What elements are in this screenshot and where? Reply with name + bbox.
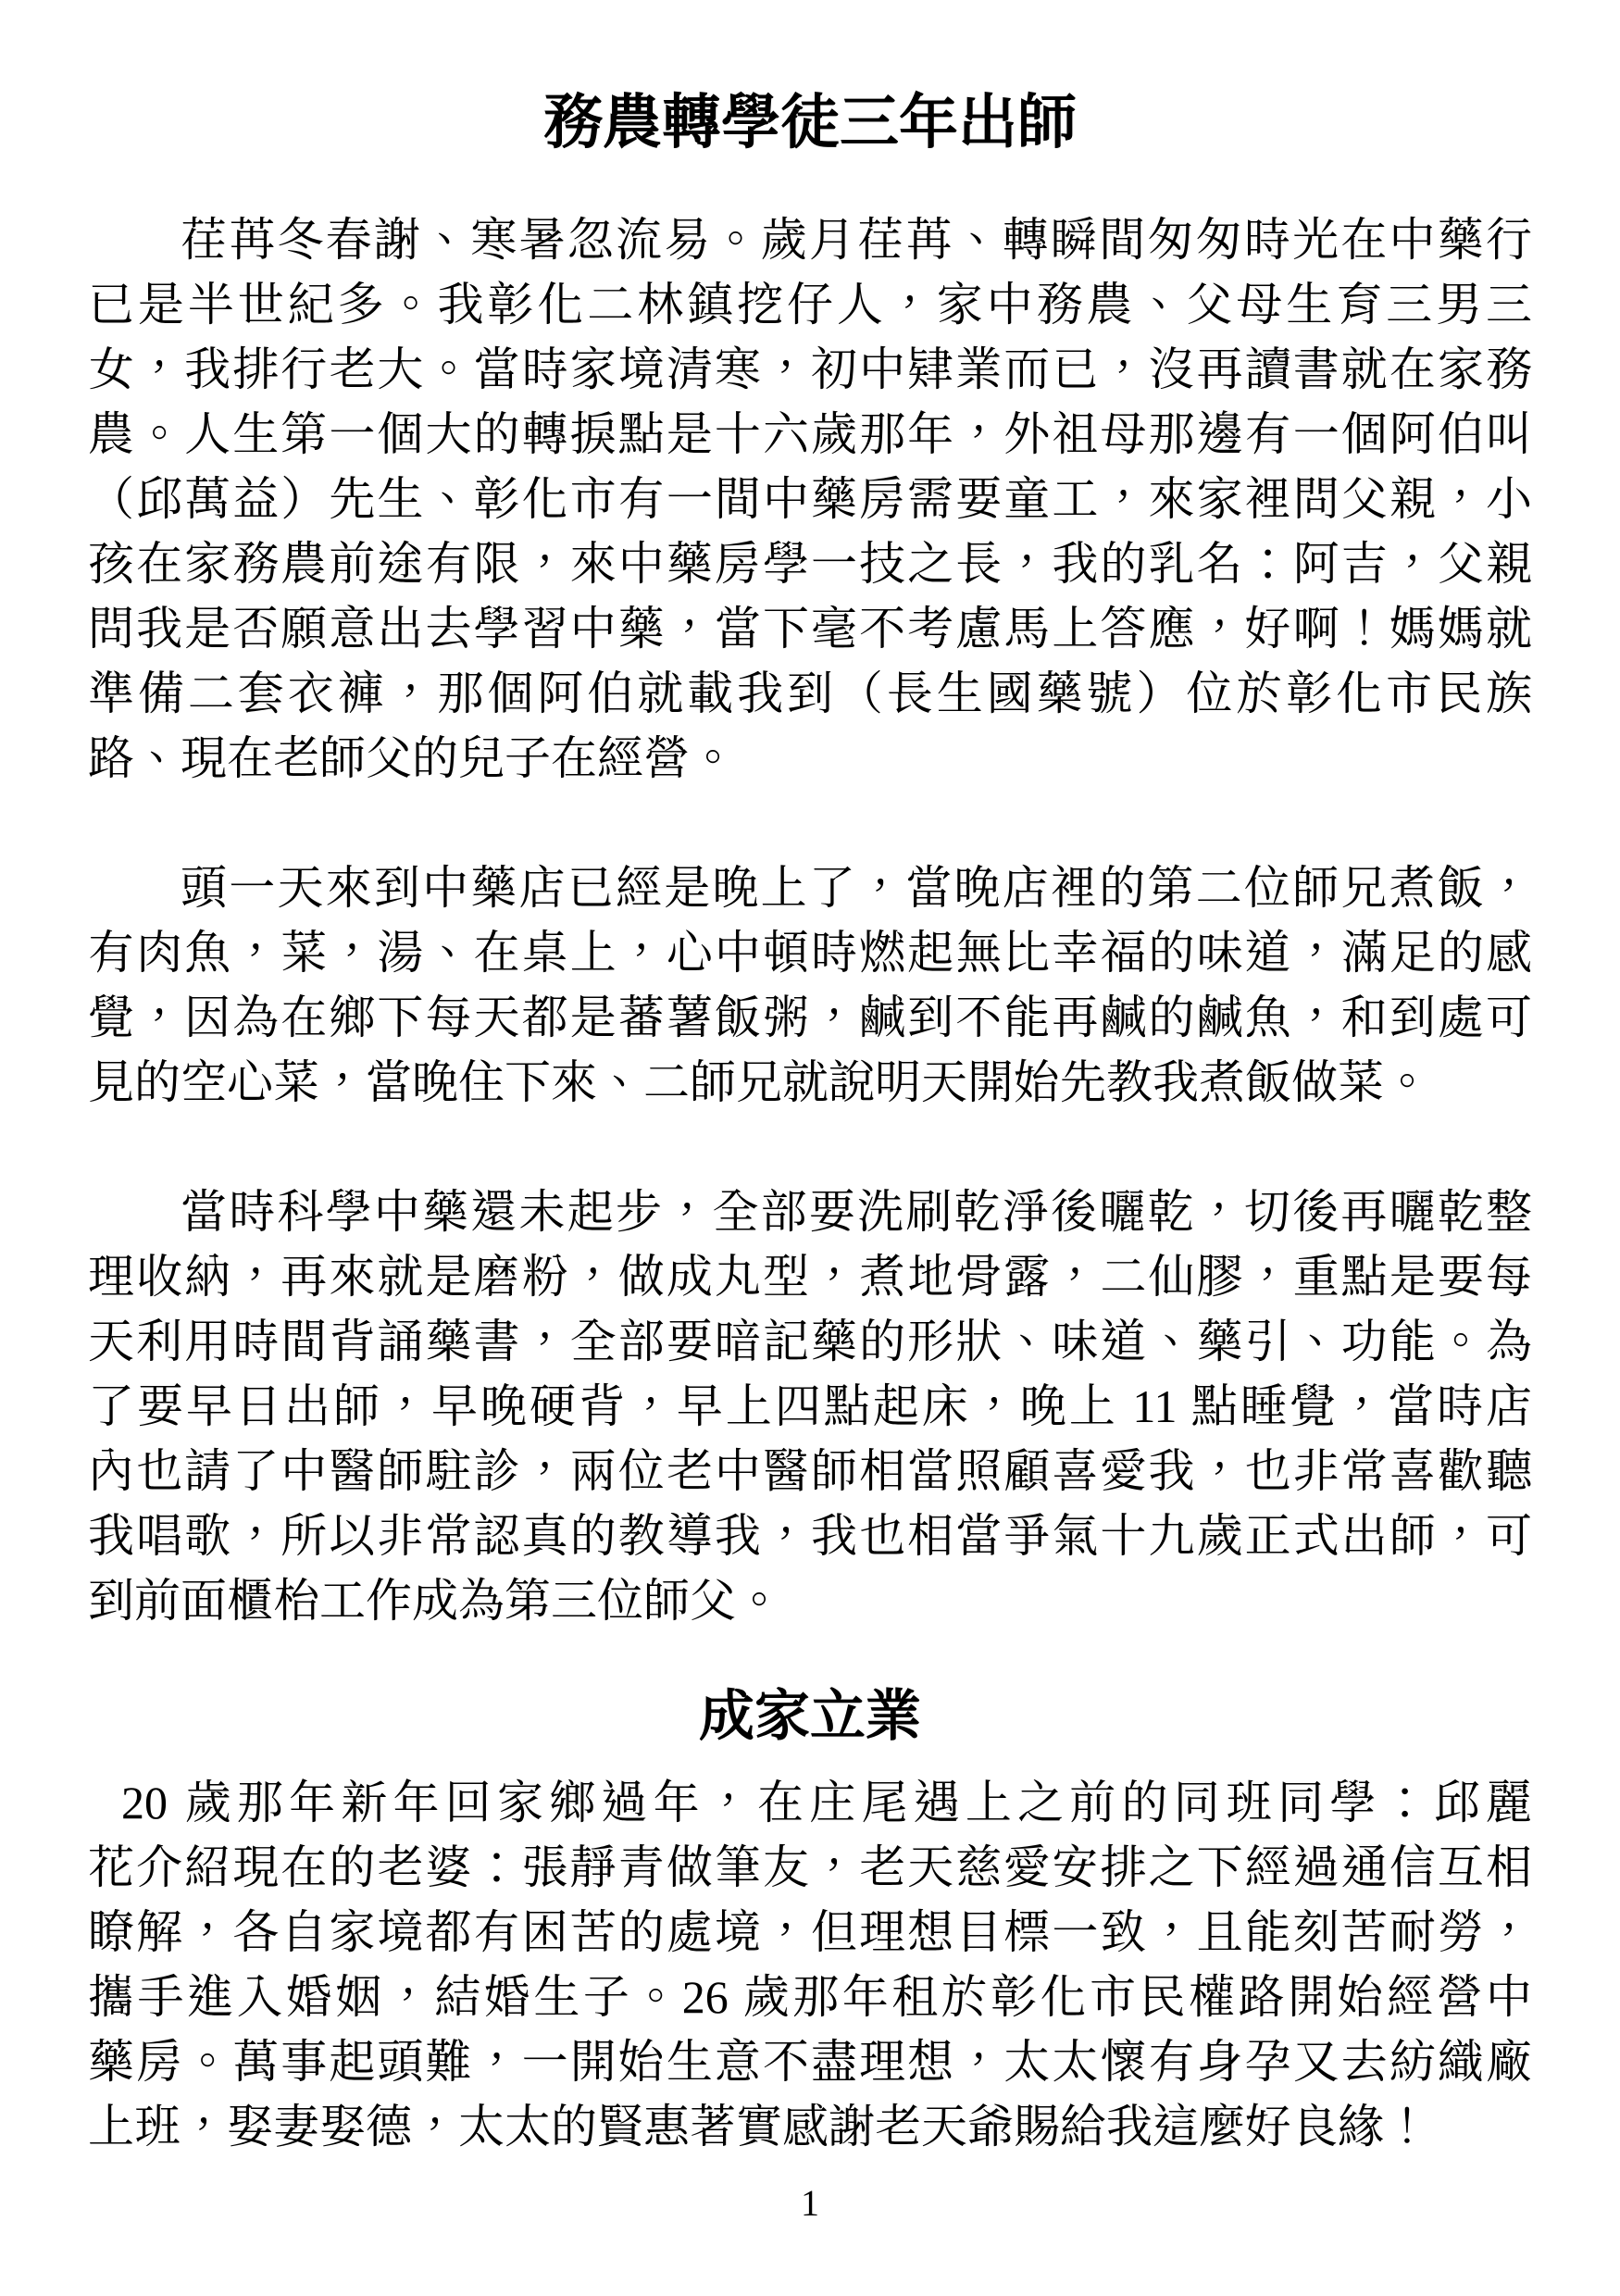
paragraph xyxy=(88,207,1532,791)
section-heading: 務農轉學徒三年出師 xyxy=(543,90,1077,156)
text-line: 20 歲那年新年回家鄉過年，在庄尾遇上之前的同班同學：邱麗 xyxy=(121,1777,1532,1828)
text-line: 天利用時間背誦藥書，全部要暗記藥的形狀、味道、藥引、功能。為 xyxy=(88,1316,1532,1367)
text-line: 到前面櫃枱工作成為第三位師父。 xyxy=(88,1575,782,1627)
text-line: 準備二套衣褲，那個阿伯就載我到（長生國藥號）位於彰化市民族 xyxy=(88,668,1532,719)
text-line: 內也請了中醫師駐診，兩位老中醫師相當照顧喜愛我，也非常喜歡聽 xyxy=(88,1445,1532,1497)
text-line: 問我是否願意出去學習中藥，當下毫不考慮馬上答應，好啊！媽媽就 xyxy=(88,603,1532,655)
text-line: 理收納，再來就是磨粉，做成丸型，煮地骨露，二仙膠，重點是要每 xyxy=(88,1251,1532,1303)
text-line: （邱萬益）先生、彰化市有一間中藥房需要童工，來家裡問父親，小 xyxy=(88,473,1532,525)
text-line: 女，我排行老大。當時家境清寒，初中肄業而已，沒再讀書就在家務 xyxy=(88,343,1532,395)
section-heading: 成家立業 xyxy=(699,1686,921,1747)
paragraph xyxy=(88,855,1532,1115)
page-number: 1 xyxy=(801,2182,819,2224)
text-line: 有肉魚，菜，湯、在桌上，心中頓時燃起無比幸福的味道，滿足的感 xyxy=(88,927,1532,979)
text-line: 孩在家務農前途有限，來中藥房學一技之長，我的乳名：阿吉，父親 xyxy=(88,538,1532,590)
text-line: 上班，娶妻娶德，太太的賢惠著實感謝老天爺賜給我這麼好良緣！ xyxy=(88,2101,1430,2152)
text-line: 頭一天來到中藥店已經是晚上了，當晚店裡的第二位師兄煮飯， xyxy=(181,862,1532,914)
text-line: 攜手進入婚姻，結婚生子。26 歲那年租於彰化市民權路開始經營中 xyxy=(88,1971,1532,2023)
text-line: 覺，因為在鄉下每天都是蕃薯飯粥，鹹到不能再鹹的鹹魚，和到處可 xyxy=(88,992,1532,1043)
text-line: 荏苒冬春謝、寒暑忽流易。歲月荏苒、轉瞬間匆匆時光在中藥行 xyxy=(181,214,1532,266)
text-line: 農。人生第一個大的轉捩點是十六歲那年，外祖母那邊有一個阿伯叫 xyxy=(88,408,1532,460)
document-body xyxy=(88,81,1532,2159)
text-line: 見的空心菜，當晚住下來、二師兄就說明天開始先教我煮飯做菜。 xyxy=(88,1056,1430,1108)
text-line: 藥房。萬事起頭難，一開始生意不盡理想，太太懷有身孕又去紡織廠 xyxy=(88,2036,1532,2088)
text-line: 瞭解，各自家境都有困苦的處境，但理想目標一致，且能刻苦耐勞， xyxy=(88,1906,1532,1958)
text-line: 當時科學中藥還未起步，全部要洗刷乾淨後曬乾，切後再曬乾整 xyxy=(181,1186,1532,1238)
paragraph xyxy=(88,1770,1532,2159)
paragraph xyxy=(88,1179,1532,1633)
text-line: 了要早日出師，早晚硬背，早上四點起床，晚上 11 點睡覺，當時店 xyxy=(88,1380,1532,1432)
text-line: 花介紹現在的老婆：張靜青做筆友，老天慈愛安排之下經過通信互相 xyxy=(88,1841,1532,1893)
text-line: 路、現在老師父的兒子在經營。 xyxy=(88,732,736,784)
text-line: 已是半世紀多。我彰化二林鎮挖仔人，家中務農、父母生育三男三 xyxy=(88,279,1532,331)
text-line: 我唱歌，所以非常認真的教導我，我也相當爭氣十九歲正式出師，可 xyxy=(88,1510,1532,1562)
